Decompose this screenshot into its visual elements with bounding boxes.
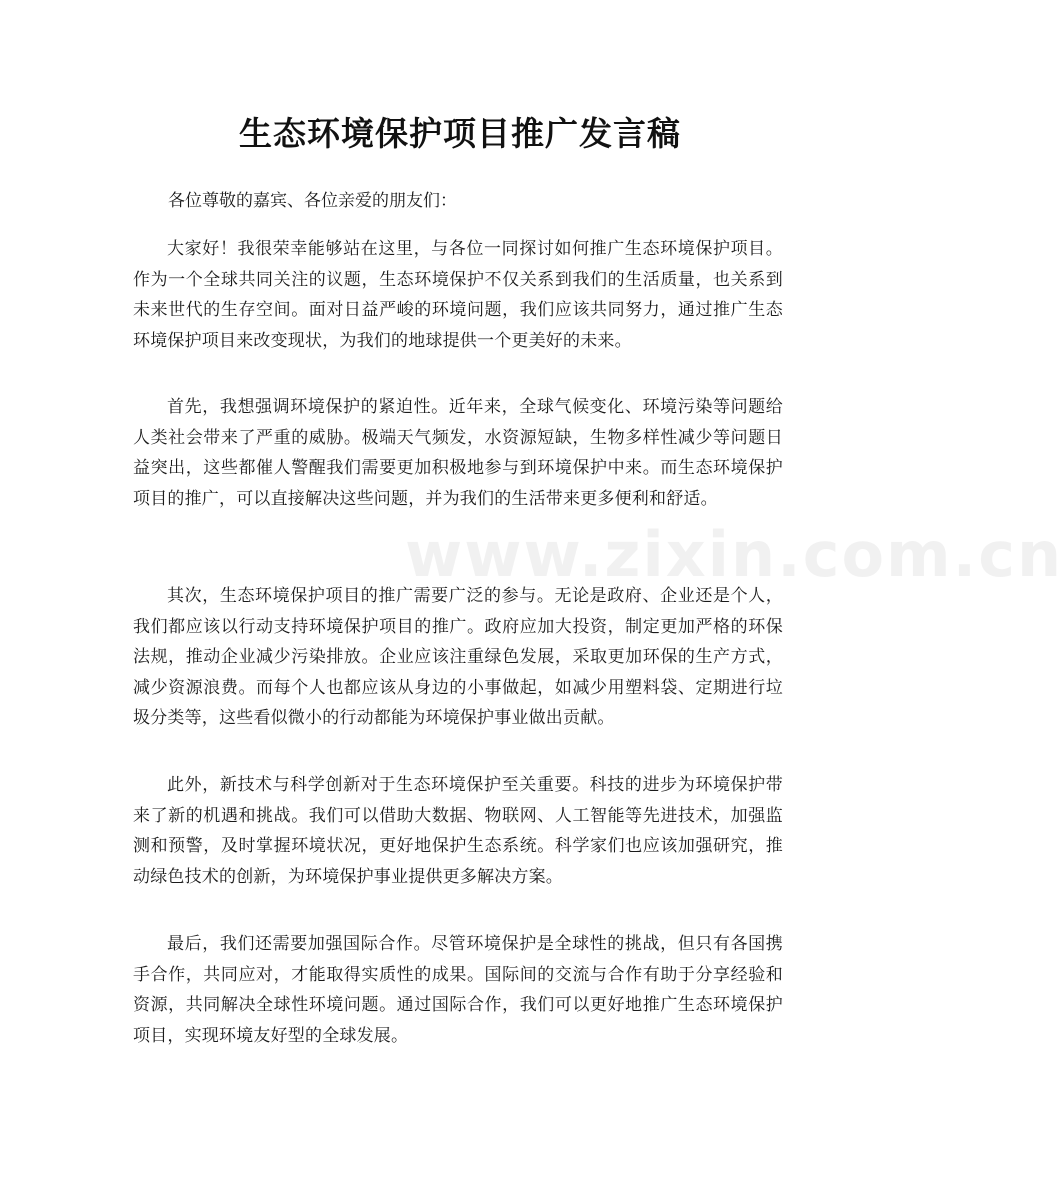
paragraph-introduction: 大家好！我很荣幸能够站在这里，与各位一同探讨如何推广生态环境保护项目。作为一个全球共同关注的议题，生态环境保护不仅关系到我们的生活质量，也关系到未来世代的生存空间。面对日益严峻的环境问题，我们应该共同努力，通过推广生态环境保护项目来改变现状，为我们的地球提供一个更美好的未来。 (133, 239, 783, 351)
watermark: www.zixin.com.cn (405, 518, 1063, 591)
paragraph-international-cooperation: 最后，我们还需要加强国际合作。尽管环境保护是全球性的挑战，但只有各国携手合作，共同应对，才能取得实质性的成果。国际间的交流与合作有助于分享经验和资源，共同解决全球性环境问题。通过国际合作，我们可以更好地推广生态环境保护项目，实现环境友好型的全球发展。 (133, 934, 783, 1046)
paragraph-technology: 此外，新技术与科学创新对于生态环境保护至关重要。科技的进步为环境保护带来了新的机遇和挑战。我们可以借助大数据、物联网、人工智能等先进技术，加强监测和预警，及时掌握环境状况，更好地保护生态系统。科学家们也应该加强研究，推动绿色技术的创新，为环境保护事业提供更多解决方案。 (133, 775, 783, 887)
paragraph-participation: 其次，生态环境保护项目的推广需要广泛的参与。无论是政府、企业还是个人，我们都应该以行动支持环境保护项目的推广。政府应加大投资，制定更加严格的环保法规，推动企业减少污染排放。企业应该注重绿色发展，采取更加环保的生产方式，减少资源浪费。而每个人也都应该从身边的小事做起，如减少用塑料袋、定期进行垃圾分类等，这些看似微小的行动都能为环境保护事业做出贡献。 (133, 586, 783, 728)
paragraph-urgency: 首先，我想强调环境保护的紧迫性。近年来，全球气候变化、环境污染等问题给人类社会带来了严重的威胁。极端天气频发，水资源短缺，生物多样性减少等问题日益突出，这些都催人警醒我们需要更加积极地参与到环境保护中来。而生态环境保护项目的推广，可以直接解决这些问题，并为我们的生活带来更多便利和舒适。 (133, 397, 783, 509)
greeting-line: 各位尊敬的嘉宾、各位亲爱的朋友们： (168, 191, 457, 211)
document-title: 生态环境保护项目推广发言稿 (239, 114, 681, 153)
